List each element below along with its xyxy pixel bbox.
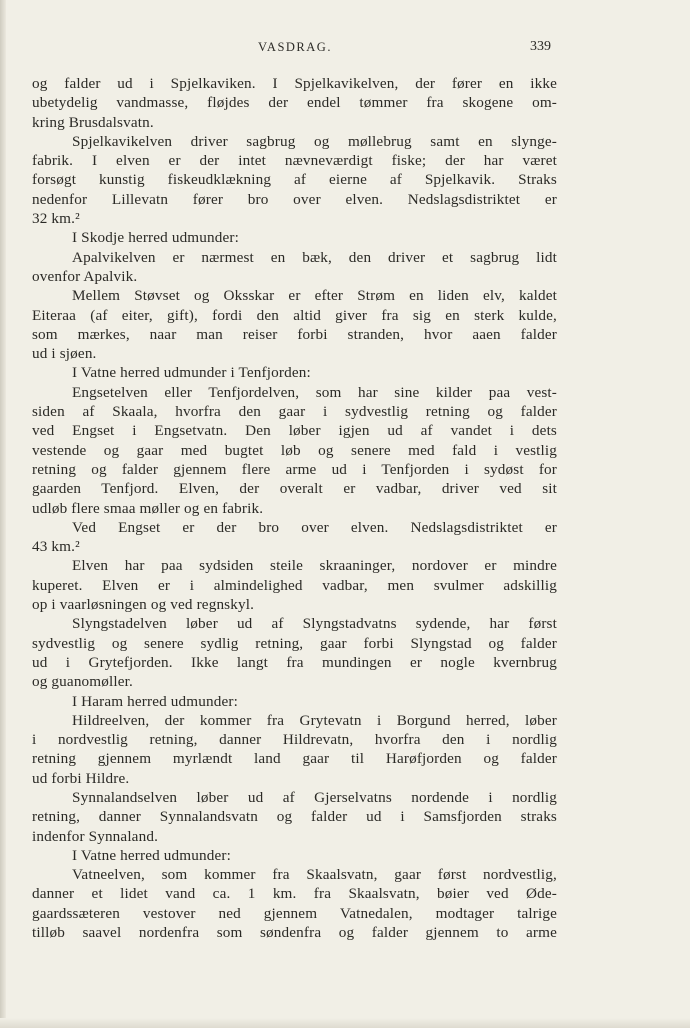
page-bottom-edge [0, 1018, 690, 1028]
text-line: indenfor Synnaland. [32, 827, 159, 845]
text-line: op i vaarløsningen og ved regnskyl. [32, 596, 255, 614]
text-line: som mærkes, naar man reiser forbi stranden, hvor aaen falder [32, 325, 557, 343]
text-line: Hildreelven, der kommer fra Grytevatn i Borgund herred, løber [72, 711, 557, 729]
text-line: Ved Engset er der bro over elven. Nedslagsdistriktet er [72, 518, 557, 536]
body-text [32, 74, 557, 942]
text-line: 43 km.² [32, 538, 80, 556]
text-line: vestende og gaar med bugtet løb og senere med fald i vestlig [32, 441, 557, 459]
text-line: danner et lidet vand ca. 1 km. fra Skaalsvatn, bøier ved Øde- [32, 885, 557, 903]
text-line: ved Engset i Engsetvatn. Den løber igjen ud af vandet i dets [32, 422, 557, 440]
text-line: retning, danner Synnalandsvatn og falder ud i Samsfjorden straks [32, 808, 557, 826]
text-line: i nordvestlig retning, danner Hildrevatn, hvorfra den i nordlig [32, 731, 557, 749]
text-line: retning og falder gjennem flere arme ud i Tenfjorden i sydøst for [32, 460, 557, 478]
text-line: Mellem Støvset og Oksskar er efter Strøm en liden elv, kaldet [72, 287, 557, 305]
text-line: ud forbi Hildre. [32, 769, 130, 787]
text-line: udløb flere smaa møller og en fabrik. [32, 499, 264, 517]
text-line: Apalvikelven er nærmest en bæk, den driver et sagbrug lidt [72, 248, 557, 266]
text-line: Eiteraa (af eiter, gift), fordi den altid giver fra sig en sterk kulde, [32, 306, 557, 324]
text-line: gaarden Tenfjord. Elven, der overalt er vadbar, driver ved sit [32, 480, 557, 498]
text-line: Vatneelven, som kommer fra Skaalsvatn, gaar først nordvestlig, [72, 866, 557, 884]
text-line: og falder ud i Spjelkaviken. I Spjelkavikelven, der fører en ikke [32, 75, 557, 92]
text-line: I Skodje herred udmunder: [72, 229, 239, 247]
text-line: Slyngstadelven løber ud af Slyngstadvatns sydende, har først [72, 615, 557, 633]
text-line: gaardssæteren vestover ned gjennem Vatnedalen, modtager talrige [32, 904, 557, 922]
text-line: siden af Skaala, hvorfra den gaar i sydvestlig retning og falder [32, 403, 557, 421]
text-line: kring Brusdalsvatn. [32, 113, 154, 131]
text-line: ud i sjøen. [32, 345, 97, 363]
text-line: ud i Grytefjorden. Ikke langt fra mundingen er nogle kvernbrug [32, 653, 557, 671]
text-line: I Haram herred udmunder: [72, 692, 238, 710]
text-line: fabrik. I elven er der intet nævneværdigt fiske; der har været [32, 152, 557, 170]
text-line: Engsetelven eller Tenfjordelven, som har sine kilder paa vest- [72, 383, 557, 401]
text-line: nedenfor Lillevatn fører bro over elven. Nedslagsdistriktet er [32, 190, 557, 208]
text-line: tilløb saavel nordenfra som søndenfra og falder gjennem to arme [32, 924, 557, 942]
text-line: ubetydelig vandmasse, fløjdes der endel tømmer fra skogene om- [32, 94, 557, 112]
text-line: kuperet. Elven er i almindelighed vadbar, men svulmer adskillig [32, 576, 557, 594]
text-line: I Vatne herred udmunder: [72, 846, 231, 864]
running-head: VASDRAG. [258, 40, 332, 54]
text-line: 32 km.² [32, 210, 80, 228]
text-line: Spjelkavikelven driver sagbrug og møllebrug samt en slynge- [72, 132, 557, 150]
page-header [0, 40, 690, 60]
text-line: Elven har paa sydsiden steile skraaninger, nordover er mindre [72, 557, 557, 575]
text-line: sydvestlig og senere sydlig retning, gaar forbi Slyngstad og falder [32, 634, 557, 652]
text-line: I Vatne herred udmunder i Tenfjorden: [72, 364, 311, 382]
page-binding-edge [0, 0, 6, 1028]
page-number: 339 [530, 39, 551, 54]
text-line: Synnalandselven løber ud af Gjerselvatns nordende i nordlig [72, 788, 557, 806]
text-line: forsøgt kunstig fiskeudklækning af eierne af Spjelkavik. Straks [32, 171, 557, 189]
text-line: og guanomøller. [32, 673, 133, 691]
text-line: retning gjennem myrlændt land gaar til Harøfjorden og falder [32, 750, 557, 768]
text-line: ovenfor Apalvik. [32, 267, 138, 285]
